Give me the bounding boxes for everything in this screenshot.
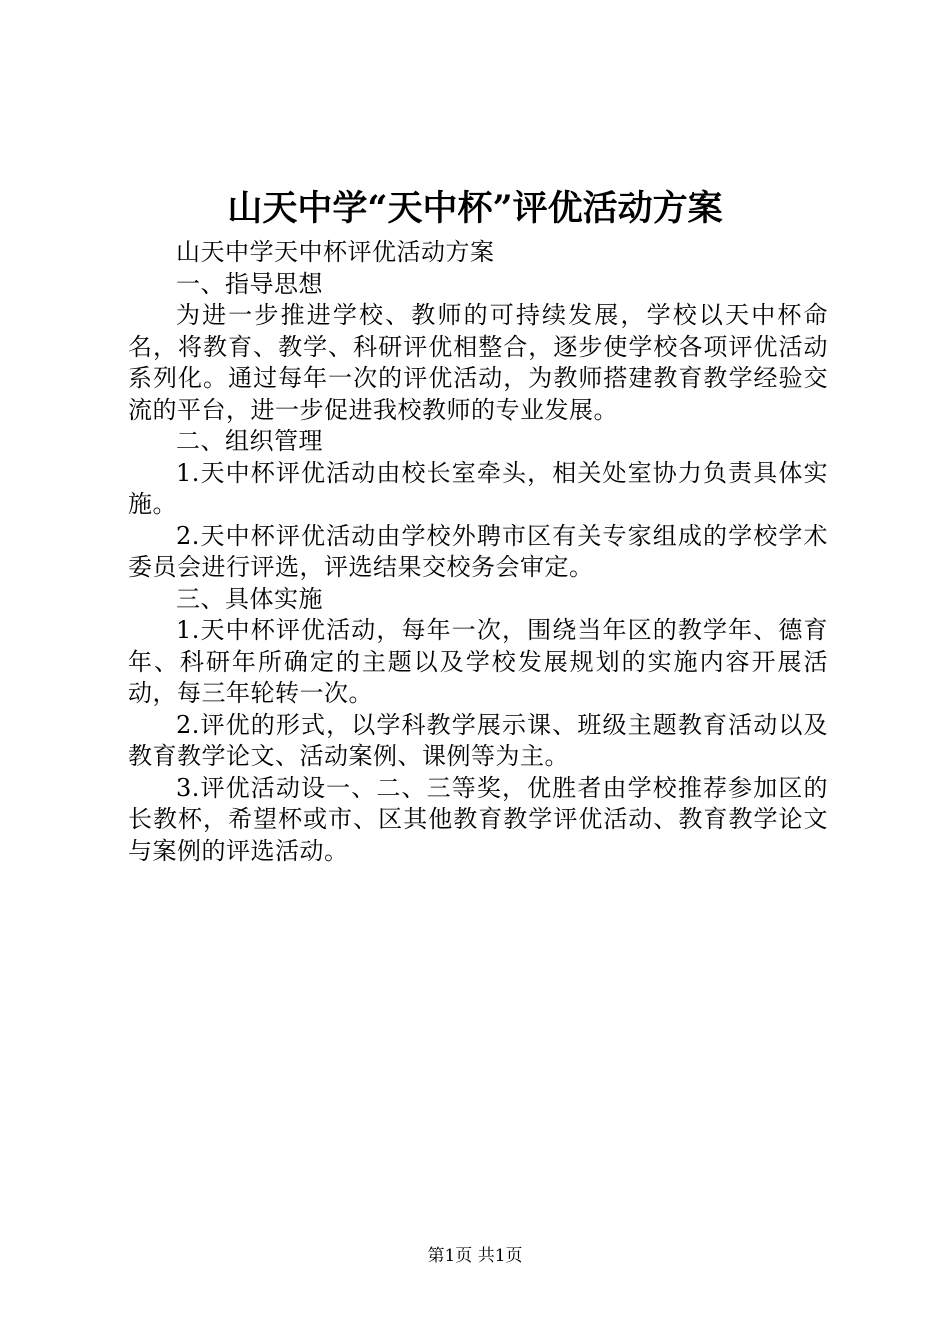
section-heading-organization: 二、组织管理 — [176, 427, 323, 455]
page-footer: 第1页 共1页 — [427, 1246, 523, 1266]
document-body — [128, 237, 828, 867]
body-paragraph: 1.天中杯评优活动由校长室牵头，相关处室协力负责具体实施。 — [128, 458, 828, 518]
body-paragraph: 3.评优活动设一、二、三等奖，优胜者由学校推荐参加区的长教杯，希望杯或市、区其他教育教学评优活动、教育教学论文与案例的评选活动。 — [128, 773, 828, 865]
body-paragraph: 1.天中杯评优活动，每年一次，围绕当年区的教学年、德育年、科研年所确定的主题以及学校发展规划的实施内容开展活动，每三年轮转一次。 — [128, 616, 828, 707]
document-title: 山天中学“天中杯”评优活动方案 — [227, 188, 723, 229]
section-heading-implementation: 三、具体实施 — [176, 584, 323, 613]
section-heading-guiding-thought: 一、指导思想 — [176, 269, 323, 298]
subtitle-paragraph: 山天中学天中杯评优活动方案 — [176, 238, 495, 266]
body-paragraph: 2.评优的形式，以学科教学展示课、班级主题教育活动以及教育教学论文、活动案例、课例等为主。 — [128, 710, 828, 770]
body-paragraph: 为进一步推进学校、教师的可持续发展，学校以天中杯命名，将教育、教学、科研评优相整合，逐步使学校各项评优活动系列化。通过每年一次的评优活动，为教师搭建教育教学经验交流的平台，进一步促进我校教师的专业发展。 — [128, 301, 828, 424]
body-paragraph: 2.天中杯评优活动由学校外聘市区有关专家组成的学校学术委员会进行评选，评选结果交校务会审定。 — [128, 521, 828, 581]
